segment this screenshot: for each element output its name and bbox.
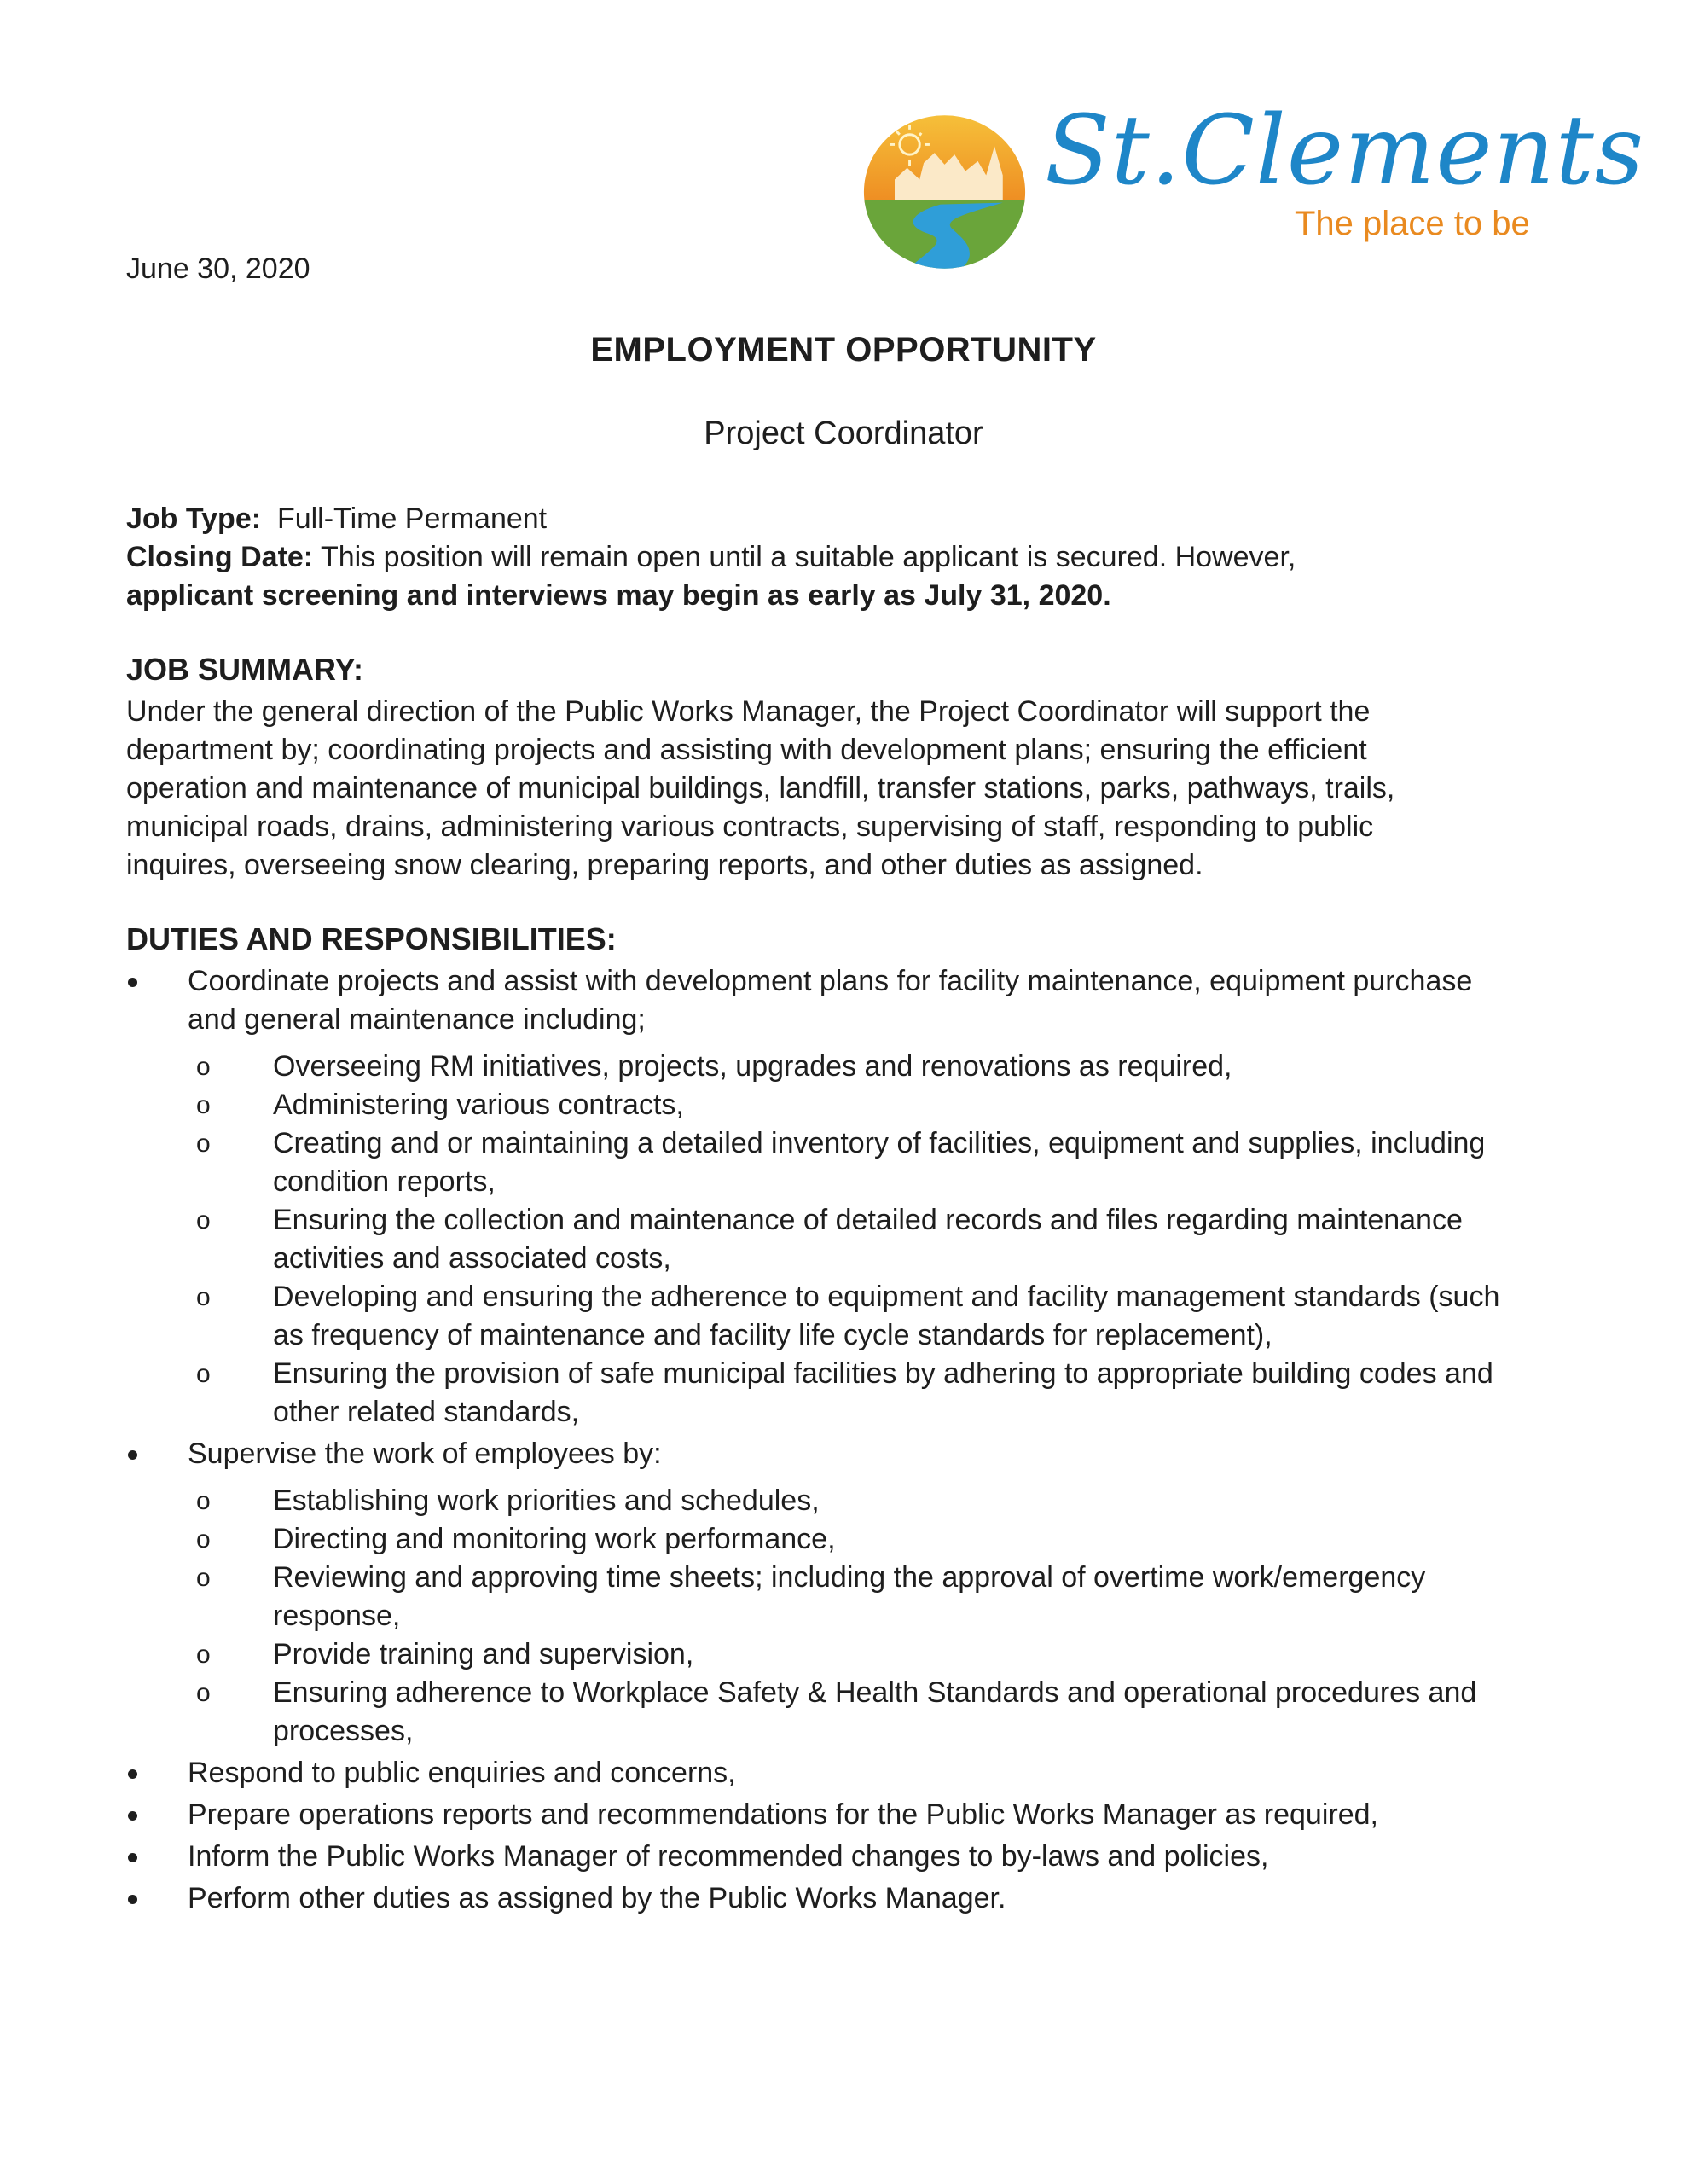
circle-bullet-icon: o (196, 1053, 211, 1081)
bullet-icon (128, 1811, 137, 1821)
job-type-value: Full-Time Permanent (276, 502, 548, 535)
closing-date-label: Closing Date: (126, 541, 314, 573)
bullet-icon (128, 1450, 137, 1460)
bullet-icon (128, 1853, 137, 1862)
duty-subitem-text: Directing and monitoring work performance, (273, 1523, 836, 1555)
duty-item (126, 962, 1525, 1432)
duty-subitem (126, 1674, 1525, 1751)
job-summary-heading: JOB SUMMARY: (126, 652, 363, 687)
duty-subitem-text: Ensuring the provision of safe municipal facilities by adhering to appropriate building codes and other related standards, (273, 1357, 1493, 1428)
duty-subitem-text: Ensuring adherence to Workplace Safety & Health Standards and operational procedures and processes, (273, 1676, 1477, 1747)
circle-bullet-icon: o (196, 1641, 211, 1669)
town-emblem-icon (861, 111, 1028, 273)
duty-subitem (126, 1482, 1525, 1520)
duty-subitem-text: Establishing work priorities and schedules, (273, 1484, 820, 1517)
logo-tagline: The place to be (1295, 205, 1530, 242)
circle-bullet-icon: o (196, 1130, 211, 1158)
duty-item (126, 1796, 1525, 1834)
job-type-line (126, 500, 1576, 538)
duties-heading: DUTIES AND RESPONSIBILITIES: (126, 921, 617, 956)
duty-subitem (126, 1278, 1525, 1355)
bullet-icon (128, 1769, 137, 1779)
duty-text: Respond to public enquiries and concerns, (188, 1757, 736, 1789)
circle-bullet-icon: o (196, 1091, 211, 1119)
duty-text: Supervise the work of employees by: (188, 1438, 662, 1470)
circle-bullet-icon: o (196, 1283, 211, 1311)
circle-bullet-icon: o (196, 1679, 211, 1707)
circle-bullet-icon: o (196, 1525, 211, 1554)
page-title: EMPLOYMENT OPPORTUNITY (590, 331, 1097, 369)
duty-item (126, 1838, 1525, 1876)
circle-bullet-icon: o (196, 1487, 211, 1515)
duty-subitem-text: Provide training and supervision, (273, 1638, 694, 1670)
duty-subitem-text: Ensuring the collection and maintenance of detailed records and files regarding maintenance activities and associated costs, (273, 1204, 1463, 1275)
duty-subitem (126, 1520, 1525, 1559)
duty-subitem (126, 1635, 1525, 1674)
duty-subitem (126, 1124, 1525, 1201)
job-type-label: Job Type: (126, 502, 262, 535)
duty-subitem-text: Overseeing RM initiatives, projects, upgrades and renovations as required, (273, 1050, 1232, 1083)
duty-item (126, 1435, 1525, 1751)
duty-subitem-text: Reviewing and approving time sheets; including the approval of overtime work/emergency response, (273, 1561, 1426, 1632)
job-meta (126, 500, 1576, 615)
duty-subitem (126, 1086, 1525, 1124)
duty-item (126, 1754, 1525, 1792)
closing-date-value: This position will remain open until a suitable applicant is secured. However, (320, 541, 1296, 573)
duty-text: Perform other duties as assigned by the Public Works Manager. (188, 1882, 1006, 1914)
duty-subitem (126, 1048, 1525, 1086)
duty-subitem-text: Administering various contracts, (273, 1089, 684, 1121)
duty-subitem-text: Creating and or maintaining a detailed inventory of facilities, equipment and supplies, including condition reports, (273, 1127, 1486, 1198)
position-title: Project Coordinator (704, 415, 983, 451)
st-clements-logo (861, 96, 1645, 275)
logo-wordmark: St.Clements (1045, 96, 1645, 206)
duty-subitems (188, 1048, 1525, 1432)
duty-subitem-text: Developing and ensuring the adherence to equipment and facility management standards (such as frequency of maintenance and facility life cycle standards for replacement), (273, 1281, 1500, 1351)
bullet-icon (128, 1895, 137, 1904)
duty-item (126, 1879, 1525, 1918)
duty-text: Inform the Public Works Manager of recommended changes to by-laws and policies, (188, 1840, 1269, 1873)
duties-section (126, 921, 1525, 1918)
closing-date-line (126, 538, 1576, 615)
duty-subitems (188, 1482, 1525, 1751)
document-date: June 30, 2020 (126, 253, 310, 285)
bullet-icon (128, 978, 137, 987)
job-summary-text: Under the general direction of the Public Works Manager, the Project Coordinator will support the department by; coordinating projects and assisting with development plans; ensuring the efficient operation and maintenance of municipal buildings, landfill, transfer stations, parks, pathways, trails, municipal roads, drains, administering various contracts, supervising of staff, responding to public inquires, overseeing snow clearing, preparing reports, and other duties as assigned. (126, 695, 1395, 881)
duty-subitem (126, 1355, 1525, 1432)
duty-subitem (126, 1559, 1525, 1635)
job-summary-section (126, 652, 1491, 885)
duties-list (126, 962, 1525, 1918)
circle-bullet-icon: o (196, 1360, 211, 1388)
duty-text: Prepare operations reports and recommendations for the Public Works Manager as required, (188, 1798, 1378, 1831)
circle-bullet-icon: o (196, 1206, 211, 1234)
circle-bullet-icon: o (196, 1564, 211, 1592)
duty-subitem (126, 1201, 1525, 1278)
screening-notice: applicant screening and interviews may begin as early as July 31, 2020. (126, 579, 1111, 612)
duty-text: Coordinate projects and assist with development plans for facility maintenance, equipment purchase and general maintenance including; (188, 965, 1473, 1036)
